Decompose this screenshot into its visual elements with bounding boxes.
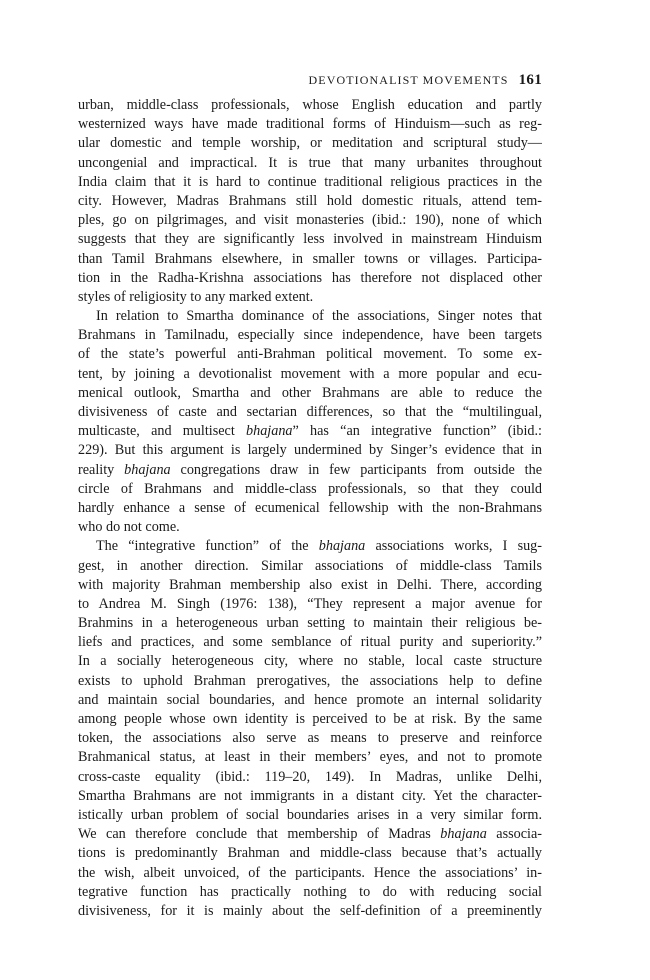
paragraph	[78, 96, 542, 307]
text-line	[78, 902, 542, 921]
text-line	[78, 672, 542, 691]
text-segment: tegrative function has practically nothing to do with reducing social	[78, 883, 542, 900]
text-line	[78, 844, 542, 863]
text-segment: ” has “an integrative function” (ibid.:	[292, 423, 542, 440]
text-segment: to Andrea M. Singh (1976: 138), “They represent a major avenue for	[78, 595, 542, 612]
text-line	[78, 691, 542, 710]
text-line	[78, 134, 542, 153]
text-line	[78, 173, 542, 192]
text-segment: tent, by joining a devotionalist movement with a more popular and ecu-	[78, 365, 542, 382]
text-line	[78, 115, 542, 134]
text-segment: token, the associations also serve as means to preserve and reinforce	[78, 730, 542, 747]
text-segment: among people whose own identity is perceived to be at risk. By the same	[78, 711, 542, 727]
text-line	[78, 806, 542, 825]
text-segment: suggests that they are significantly less involved in mainstream Hinduism	[78, 231, 542, 248]
text-segment: than Tamil Brahmans elsewhere, in smaller towns or villages. Participa-	[78, 250, 542, 267]
italic-term: bhajana	[440, 826, 487, 843]
text-segment: with majority Brahman membership also exist in Delhi. There, according	[78, 576, 542, 593]
text-line	[78, 269, 542, 288]
body-text	[78, 96, 542, 921]
text-segment: and maintain social boundaries, and hence promote an internal solidarity	[78, 691, 542, 708]
text-segment: istically urban problem of social boundaries arises in a very similar form.	[78, 806, 542, 823]
italic-term: bhajana	[246, 423, 293, 440]
text-segment: westernized ways have made traditional forms of Hinduism—such as reg-	[78, 116, 542, 133]
text-line	[78, 864, 542, 883]
text-line	[78, 787, 542, 806]
running-title: DEVOTIONALIST MOVEMENTS	[308, 73, 509, 87]
text-segment: cross-caste equality (ibid.: 119–20, 149). In Madras, unlike Delhi,	[78, 768, 542, 785]
text-line	[78, 154, 542, 173]
text-line	[78, 557, 542, 576]
text-line	[78, 326, 542, 345]
text-segment: city. However, Madras Brahmans still hold domestic rituals, attend tem-	[78, 192, 542, 209]
text-segment: We can therefore conclude that membership of Madras	[78, 826, 441, 843]
text-line	[78, 384, 542, 403]
text-segment: urban, middle-class professionals, whose English education and partly	[78, 97, 542, 113]
text-line	[78, 614, 542, 633]
running-header	[78, 72, 542, 88]
text-segment: In relation to Smartha dominance of the associations, Singer notes that	[96, 308, 542, 325]
text-line	[78, 576, 542, 595]
italic-term: bhajana	[124, 461, 171, 478]
italic-term: bhajana	[318, 538, 366, 555]
text-line	[78, 230, 542, 249]
text-line	[78, 441, 542, 460]
text-line	[78, 345, 542, 364]
text-line	[78, 403, 542, 422]
text-line	[78, 211, 542, 230]
text-line	[78, 250, 542, 269]
text-segment: liefs and practices, and some semblance of ritual purity and superiority.”	[78, 634, 542, 651]
text-line	[78, 729, 542, 748]
text-segment: exists to uphold Brahman prerogatives, the associations help to define	[78, 672, 542, 689]
text-segment: Brahmanical status, at least in their members’ eyes, and not to promote	[78, 749, 542, 766]
text-line	[78, 537, 542, 556]
text-segment: India claim that it is hard to continue traditional religious practices in the	[78, 173, 542, 190]
text-segment: reality	[78, 461, 125, 478]
text-segment: Smartha Brahmans are not immigrants in a distant city. Yet the character-	[78, 787, 542, 804]
text-line	[78, 518, 542, 537]
text-segment: the wish, albeit unvoiced, of the participants. Hence the associations’ in-	[78, 864, 542, 881]
text-line	[78, 633, 542, 652]
text-segment: who do not come.	[78, 519, 180, 536]
text-segment: divisiveness of caste and sectarian differences, so that the “multilingual,	[78, 404, 542, 420]
text-segment: uncongenial and impractical. It is true that many urbanites throughout	[78, 154, 542, 171]
text-segment: menical outlook, Smartha and other Brahmans are able to reduce the	[78, 384, 542, 401]
text-line	[78, 748, 542, 767]
page-number: 161	[518, 72, 542, 88]
text-line	[78, 288, 542, 307]
text-segment: congregations draw in few participants from outside the	[170, 461, 542, 478]
text-segment: associa-	[486, 826, 542, 843]
text-segment: ular domestic and temple worship, or meditation and scriptural study—	[78, 135, 542, 152]
text-line	[78, 192, 542, 211]
text-line	[78, 768, 542, 787]
text-line	[78, 595, 542, 614]
text-line	[78, 499, 542, 518]
text-segment: multicaste, and multisect	[78, 423, 246, 440]
text-line	[78, 365, 542, 384]
text-line	[78, 710, 542, 729]
text-segment: In a socially heterogeneous city, where no stable, local caste structure	[78, 653, 542, 670]
text-segment: circle of Brahmans and middle-class professionals, so that they could	[78, 480, 542, 497]
text-line	[78, 883, 542, 902]
text-segment: hardly enhance a sense of ecumenical fellowship with the non-Brahmans	[78, 499, 542, 516]
text-line	[78, 422, 542, 441]
text-segment: of the state’s powerful anti-Brahman political movement. To some ex-	[78, 346, 542, 363]
text-segment: gest, in another direction. Similar associations of middle-class Tamils	[78, 557, 542, 574]
text-line	[78, 96, 542, 115]
text-segment: tions is predominantly Brahman and middle-class because that’s actually	[78, 845, 542, 862]
paragraph	[78, 307, 542, 537]
text-segment: styles of religiosity to any marked extent.	[78, 288, 314, 305]
text-line	[78, 825, 542, 844]
text-line	[78, 307, 542, 326]
text-segment: Brahmans in Tamilnadu, especially since independence, have been targets	[78, 327, 542, 344]
paragraph	[78, 537, 542, 921]
text-segment: ples, go on pilgrimages, and visit monasteries (ibid.: 190), none of which	[78, 212, 542, 229]
text-line	[78, 461, 542, 480]
text-segment: associations works, I sug-	[365, 538, 542, 555]
text-segment: 229). But this argument is largely undermined by Singer’s evidence that in	[78, 442, 542, 459]
text-line	[78, 652, 542, 671]
text-segment: divisiveness, for it is mainly about the self-definition of a preeminently	[78, 902, 542, 919]
text-segment: Brahmins in a heterogeneous urban setting to maintain their religious be-	[78, 615, 542, 632]
text-segment: tion in the Radha-Krishna associations has therefore not displaced other	[78, 269, 542, 286]
text-segment: The “integrative function” of the	[96, 538, 319, 555]
text-line	[78, 480, 542, 499]
